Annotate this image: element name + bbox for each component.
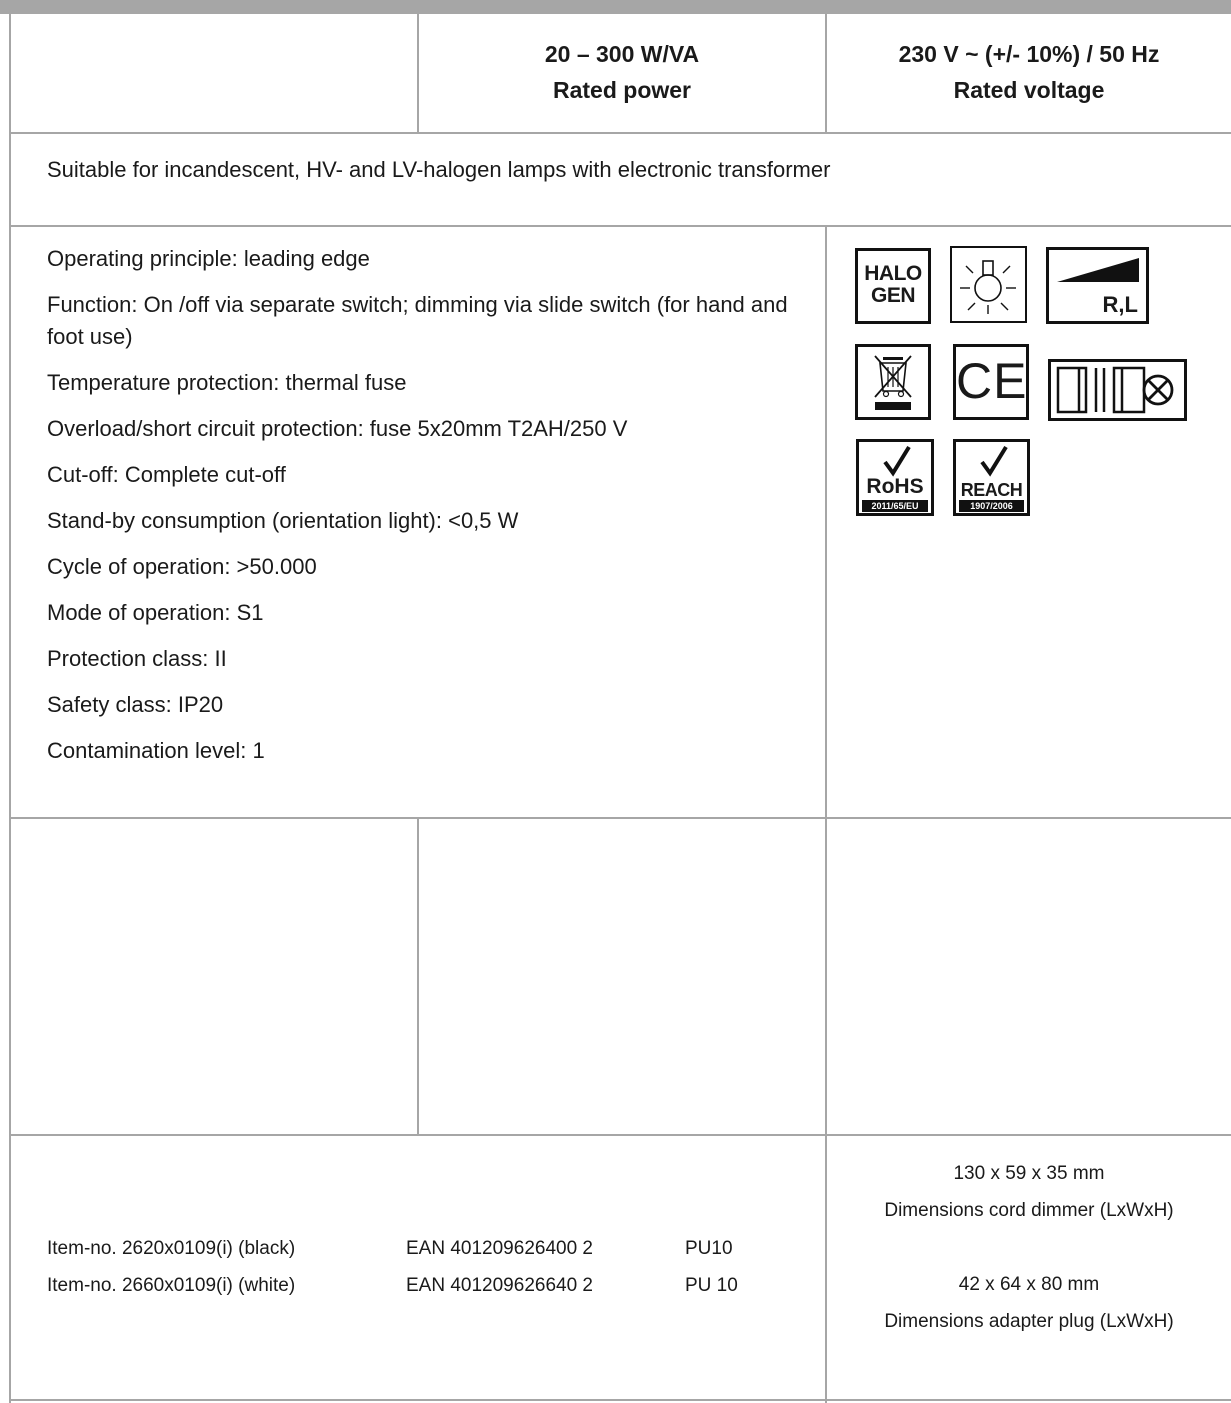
reach-label: REACH xyxy=(960,480,1023,500)
rohs-label: RoHS xyxy=(866,475,924,498)
dimensions-block xyxy=(827,1155,1231,1340)
grid-bottom-border xyxy=(9,1399,1231,1401)
spec-protection-class: Protection class: II xyxy=(47,646,227,671)
halogen-icon-line1: HALO xyxy=(864,262,922,285)
cord-dimensions-label: Dimensions cord dimmer (LxWxH) xyxy=(884,1200,1174,1221)
weee-bin-icon xyxy=(855,344,931,420)
rated-power-label: Rated power xyxy=(552,77,692,103)
spec-list xyxy=(47,243,797,781)
pu-white: PU 10 xyxy=(685,1275,738,1296)
rohs-directive: 2011/65/EU xyxy=(862,500,928,512)
rated-power-cell xyxy=(419,36,825,108)
reach-icon xyxy=(953,439,1030,516)
ean-column xyxy=(406,1230,646,1304)
incandescent-lamp-icon xyxy=(950,246,1027,323)
spec-standby-consumption: Stand-by consumption (orientation light): <0,5 W xyxy=(47,508,519,533)
dimmer-rl-icon xyxy=(1046,247,1149,324)
adapter-dimensions-label: Dimensions adapter plug (LxWxH) xyxy=(884,1311,1174,1332)
spec-contamination-level: Contamination level: 1 xyxy=(47,738,265,763)
grid-divider xyxy=(417,817,419,1136)
grid-divider xyxy=(9,1134,1231,1136)
ce-mark-icon xyxy=(953,344,1029,420)
spec-safety-class: Safety class: IP20 xyxy=(47,692,224,717)
ean-black: EAN 401209626400 2 xyxy=(406,1238,593,1259)
spec-cycle-of-operation: Cycle of operation: >50.000 xyxy=(47,554,317,579)
rated-voltage-value: 230 V ~ (+/- 10%) / 50 Hz xyxy=(898,41,1160,67)
transformer-icon xyxy=(1048,359,1187,421)
grid-divider xyxy=(9,817,1231,819)
cord-dimensions-value: 130 x 59 x 35 mm xyxy=(953,1163,1105,1184)
halogen-icon-line2: GEN xyxy=(870,284,915,307)
grid-divider xyxy=(9,132,1231,134)
adapter-dimensions-value: 42 x 64 x 80 mm xyxy=(958,1274,1100,1295)
pu-column xyxy=(685,1230,795,1304)
pu-black: PU10 xyxy=(685,1238,733,1259)
grid-left-border xyxy=(9,14,11,1403)
ce-mark-label: CE xyxy=(956,353,1028,409)
dimmer-rl-label: R,L xyxy=(1102,292,1138,317)
grid-divider xyxy=(9,225,1231,227)
rated-power-value: 20 – 300 W/VA xyxy=(544,41,700,67)
spec-overload-protection: Overload/short circuit protection: fuse 5x20mm T2AH/250 V xyxy=(47,416,628,441)
item-number-white: Item-no. 2660x0109(i) (white) xyxy=(47,1275,296,1296)
item-number-column xyxy=(47,1230,377,1304)
rated-voltage-cell xyxy=(827,36,1231,108)
top-bar xyxy=(0,0,1231,14)
suitable-text: Suitable for incandescent, HV- and LV-halogen lamps with electronic transformer xyxy=(47,157,831,182)
spec-operating-principle: Operating principle: leading edge xyxy=(47,246,370,271)
ean-white: EAN 401209626640 2 xyxy=(406,1275,593,1296)
spec-cut-off: Cut-off: Complete cut-off xyxy=(47,462,286,487)
halogen-icon xyxy=(855,248,931,324)
rated-voltage-label: Rated voltage xyxy=(953,77,1105,103)
spec-temperature-protection: Temperature protection: thermal fuse xyxy=(47,370,407,395)
spec-mode-of-operation: Mode of operation: S1 xyxy=(47,600,264,625)
item-number-black: Item-no. 2620x0109(i) (black) xyxy=(47,1238,296,1259)
reach-regulation: 1907/2006 xyxy=(959,500,1024,512)
spec-function: Function: On /off via separate switch; dimming via slide switch (for hand and foot use) xyxy=(47,292,788,349)
dimensions-spacer xyxy=(827,1229,1231,1266)
rohs-icon xyxy=(856,439,934,516)
